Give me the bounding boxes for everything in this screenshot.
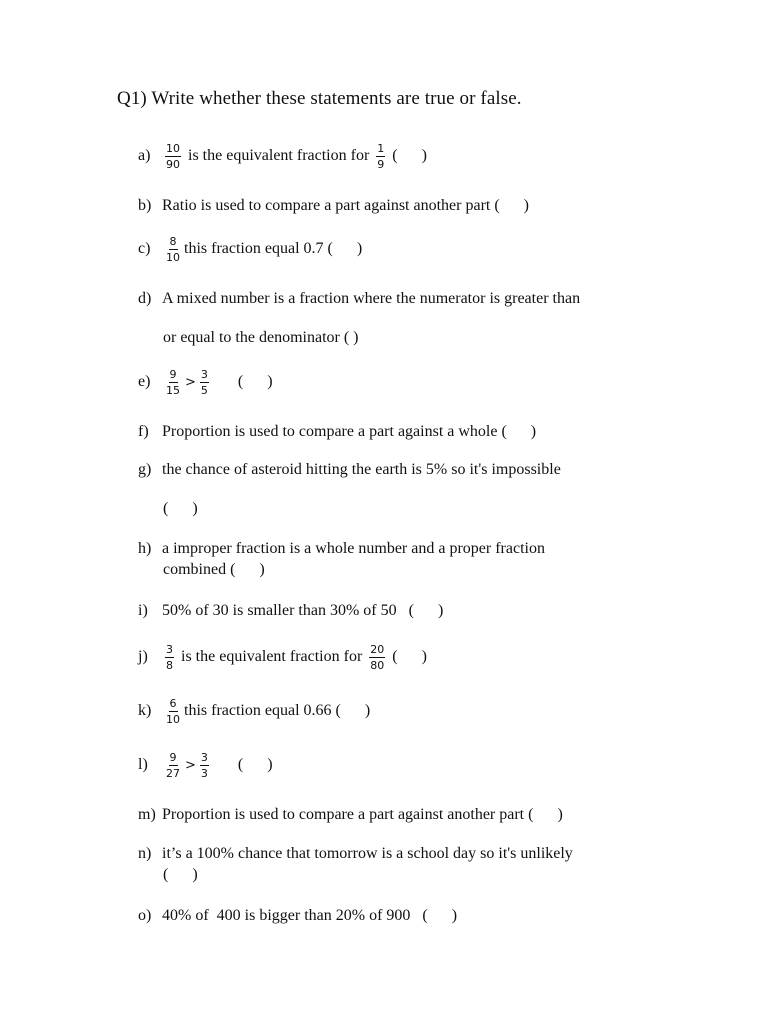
statement-label: b) xyxy=(138,197,152,214)
statement-l xyxy=(138,752,273,779)
fraction: $\frac{9}{15}$ xyxy=(166,368,180,397)
statement-text: Ratio is used to compare a part against another part ( ) xyxy=(162,197,529,214)
statement-text: Proportion is used to compare a part against another part ( ) xyxy=(162,806,563,823)
statement-d xyxy=(138,290,580,308)
statement-d-continued: or equal to the denominator ( ) xyxy=(163,329,359,346)
statement-text: is the equivalent fraction for xyxy=(181,648,363,666)
statement-text: is the equivalent fraction for xyxy=(188,147,370,165)
statement-label: j) xyxy=(138,648,148,666)
statement-label: a) xyxy=(138,147,151,165)
question-title: Q1) Write whether these statements are true or false. xyxy=(117,88,522,109)
fraction: $\frac{9}{27}$ xyxy=(166,751,180,780)
statement-j xyxy=(138,644,427,671)
fraction: $\frac{20}{80}$ xyxy=(370,643,385,672)
statement-label: k) xyxy=(138,702,152,720)
statement-g xyxy=(138,461,561,479)
statement-h xyxy=(138,540,545,558)
statement-label: o) xyxy=(138,907,152,924)
statement-label: n) xyxy=(138,845,152,862)
statement-n-continued[interactable]: ( ) xyxy=(163,866,198,883)
statement-h-continued: combined ( ) xyxy=(163,561,265,578)
statement-label: e) xyxy=(138,373,151,391)
statement-label: i) xyxy=(138,602,148,619)
statement-label: m) xyxy=(138,806,156,823)
fraction: $\frac{3}{3}$ xyxy=(200,751,208,780)
fraction: $\frac{3}{5}$ xyxy=(200,368,208,397)
statement-c xyxy=(138,236,362,263)
statement-i xyxy=(138,602,443,620)
statement-text: it’s a 100% chance that tomorrow is a school day so it's unlikely xyxy=(162,845,573,862)
fraction: $\frac{6}{10}$ xyxy=(166,697,180,726)
statement-text: Proportion is used to compare a part against a whole ( ) xyxy=(162,423,537,440)
statement-text: A mixed number is a fraction where the numerator is greater than xyxy=(162,290,581,307)
statement-n xyxy=(138,845,573,863)
fraction: $\frac{1}{9}$ xyxy=(377,142,385,171)
statement-text: this fraction equal 0.7 ( ) xyxy=(184,240,363,258)
statement-text: the chance of asteroid hitting the earth is 5% so it's impossible xyxy=(162,461,561,478)
answer-blank[interactable]: ( ) xyxy=(392,648,427,666)
greater-than-sign: > xyxy=(185,758,196,774)
answer-blank[interactable]: ( ) xyxy=(392,147,427,165)
statement-f xyxy=(138,423,536,441)
statement-a xyxy=(138,143,427,170)
fraction: $\frac{8}{10}$ xyxy=(166,235,180,264)
statement-label: l) xyxy=(138,756,148,774)
statement-e xyxy=(138,369,273,396)
answer-blank[interactable]: ( ) xyxy=(237,756,273,774)
answer-blank[interactable]: ( ) xyxy=(237,373,273,391)
statement-text: 40% of 400 is bigger than 20% of 900 ( ) xyxy=(162,907,458,924)
statement-o xyxy=(138,907,457,925)
statement-label: h) xyxy=(138,540,152,557)
fraction: $\frac{10}{90}$ xyxy=(166,142,180,171)
statement-g-continued[interactable]: ( ) xyxy=(163,500,198,517)
statement-b xyxy=(138,197,529,215)
statement-text: a improper fraction is a whole number and a proper fraction xyxy=(162,540,545,557)
statement-label: g) xyxy=(138,461,152,478)
statement-label: c) xyxy=(138,240,151,258)
statement-text: 50% of 30 is smaller than 30% of 50 ( ) xyxy=(162,602,444,619)
statement-k xyxy=(138,698,370,725)
greater-than-sign: > xyxy=(185,375,196,391)
fraction: $\frac{3}{8}$ xyxy=(166,643,173,672)
statement-m xyxy=(138,806,563,824)
statement-label: d) xyxy=(138,290,152,307)
statement-label: f) xyxy=(138,423,149,440)
statement-text: this fraction equal 0.66 ( ) xyxy=(184,702,371,720)
